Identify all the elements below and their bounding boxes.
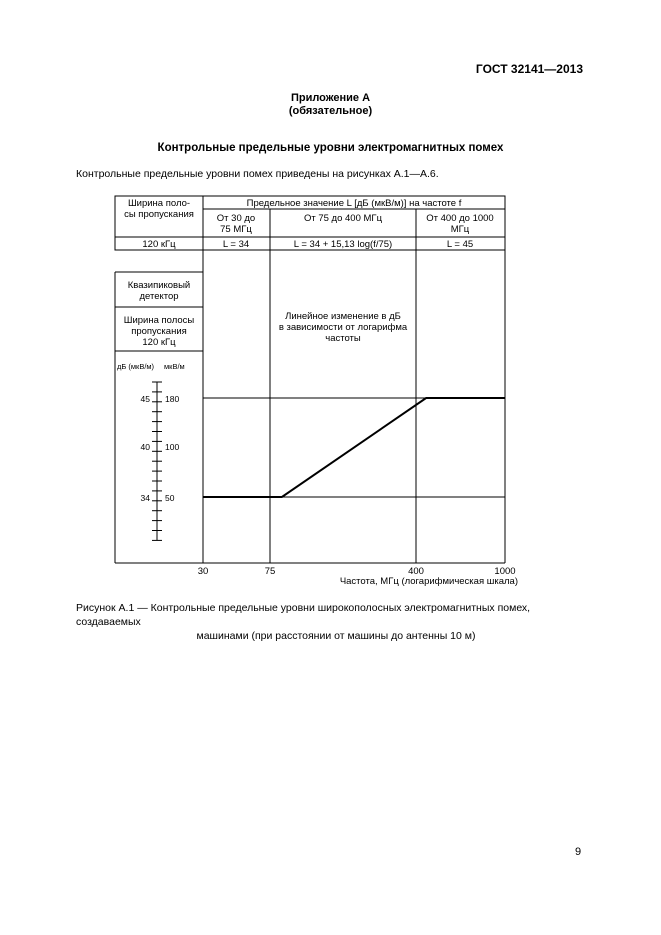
y-tick-db-34: 34 <box>140 493 150 503</box>
appendix-status: (обязательное) <box>288 105 373 117</box>
y-tick-db-45: 45 <box>140 394 150 404</box>
range1-line1: От 30 до <box>216 213 256 224</box>
y-tick-uv-100: 100 <box>165 442 180 452</box>
intro-text: Контрольные предельные уровни помех приведены на рисунках А.1—А.6. <box>76 168 439 180</box>
limit-header: Предельное значение L [дБ (мкВ/м)] на частоте f <box>246 198 462 209</box>
limit-line <box>203 398 505 497</box>
annotation-line1: Линейное изменение в дБ <box>285 311 401 322</box>
y-tick-db-40: 40 <box>140 442 150 452</box>
bandwidth-header-2: сы пропускания <box>124 209 194 220</box>
value3: L = 45 <box>446 239 474 250</box>
limit-series <box>203 398 505 497</box>
detector-line1: Квазипиковый <box>127 280 191 291</box>
x-axis-label: Частота, МГц (логарифмическая шкала) <box>339 576 518 587</box>
x-tick-30: 30 <box>197 566 209 577</box>
x-tick-400: 400 <box>408 566 424 577</box>
bandwidth-header-1: Ширина поло- <box>127 198 191 209</box>
section-title: Контрольные предельные уровни электромагнитных помех <box>157 142 504 154</box>
range1-line2: 75 МГц <box>220 224 252 235</box>
caption-line1: Рисунок А.1 — Контрольные предельные уровни широкополосных электромагнитных помех, создаваемых <box>76 602 531 628</box>
value2: L = 34 + 15,13 log(f/75) <box>293 239 393 250</box>
bandwidth-value: 120 кГц <box>142 239 176 250</box>
caption-line2: машинами (при расстоянии от машины до антенны 10 м) <box>196 630 476 642</box>
x-tick-75: 75 <box>264 566 276 577</box>
page-number: 9 <box>575 846 582 858</box>
unit-uv-label: мкВ/м <box>164 362 185 371</box>
annotation-line2: в зависимости от логарифма <box>278 322 408 333</box>
range3-line1: От 400 до 1000 <box>426 213 494 224</box>
figure-caption <box>76 601 596 643</box>
detector-line2: детектор <box>139 291 179 302</box>
standard-code: ГОСТ 32141—2013 <box>475 62 583 76</box>
annotation-line3: частоты <box>325 333 361 344</box>
y-tick-uv-50: 50 <box>165 493 175 503</box>
panel-bandwidth-line1: Ширина полосы <box>123 315 195 326</box>
x-tick-1000: 1000 <box>494 566 516 577</box>
panel-bandwidth-line3: 120 кГц <box>142 337 176 348</box>
unit-db-label: дБ (мкВ/м) <box>117 362 155 371</box>
range3-line2: МГц <box>450 224 470 235</box>
appendix-title: Приложение А <box>290 92 371 104</box>
value1: L = 34 <box>222 239 250 250</box>
panel-bandwidth-line2: пропускания <box>131 326 187 337</box>
range2: От 75 до 400 МГц <box>303 213 383 224</box>
y-tick-uv-180: 180 <box>165 394 180 404</box>
